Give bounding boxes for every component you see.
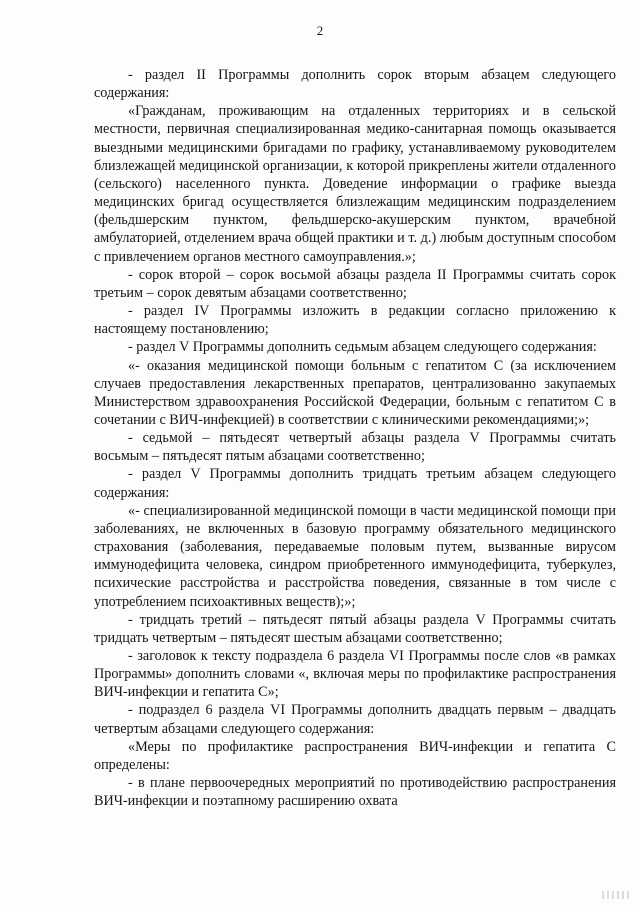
paragraph: - раздел V Программы дополнить тридцать третьим абзацем следующего содержания: — [94, 466, 616, 501]
paragraph: - тридцать третий – пятьдесят пятый абзацы раздела V Программы считать тридцать четвертым – пятьдесят шестым абзацами соответственно; — [94, 611, 616, 646]
paragraph: «Гражданам, проживающим на отдаленных территориях и в сельской местности, первичная специализированная медико-санитарная помощь оказывается выездными медицинскими бригадами по графику, устанавливаемому руководителем близлежащей медицинской организации, к которой прикреплены жители отдаленного (сельского) населенного пункта. Доведение информации о графике выезда медицинских бригад осуществляется близлежащим медицинским подразделением (фельдшерским пунктом, фельдшерско-акушерским пунктом, врачебной амбулаторией, отделением врача общей практики и т. д.) любым доступным способом с привлечением органов местного самоуправления.»; — [94, 103, 616, 265]
paragraph: - раздел IV Программы изложить в редакции согласно приложению к настоящему постановлению; — [94, 303, 616, 338]
paragraph: - седьмой – пятьдесят четвертый абзацы раздела V Программы считать восьмым – пятьдесят пятым абзацами соответственно; — [94, 430, 616, 465]
paragraph: «Меры по профилактике распространения ВИЧ-инфекции и гепатита С определены: — [94, 738, 616, 773]
page-number: 2 — [316, 23, 324, 38]
scan-noise — [602, 891, 632, 899]
paragraph: - заголовок к тексту подраздела 6 раздела VI Программы после слов «в рамках Программы» дополнить словами «, включая меры по профилактике распространения ВИЧ-инфекции и гепатита С»; — [94, 648, 616, 701]
paragraph: - раздел V Программы дополнить седьмым абзацем следующего содержания: — [128, 339, 597, 356]
paragraph: - подраздел 6 раздела VI Программы дополнить двадцать первым – двадцать четвертым абзацами следующего содержания: — [94, 702, 616, 737]
paragraph: «- специализированной медицинской помощи в части медицинской помощи при заболеваниях, не включенных в базовую программу обязательного медицинского страхования (заболевания, передаваемые половым путем, вызванные вирусом иммунодефицита человека, синдром приобретенного иммунодефицита, туберкулез, психические расстройства и расстройства поведения, связанные в том числе с употреблением психоактивных веществ);»; — [94, 502, 616, 610]
document-body — [94, 66, 616, 810]
paragraph: - в плане первоочередных мероприятий по противодействию распространения ВИЧ-инфекции и поэтапному расширению охвата — [94, 775, 616, 810]
paragraph: «- оказания медицинской помощи больным с гепатитом С (за исключением случаев предоставления лекарственных препаратов, централизованно закупаемых Министерством здравоохранения Российской Федерации, больным с гепатитом С в сочетании с ВИЧ-инфекцией) в соответствии с клиническими рекомендациями;»; — [94, 357, 616, 428]
paragraph: - раздел II Программы дополнить сорок вторым абзацем следующего содержания: — [94, 67, 616, 102]
paragraph: - сорок второй – сорок восьмой абзацы раздела II Программы считать сорок третьим – сорок девятым абзацами соответственно; — [94, 266, 616, 301]
